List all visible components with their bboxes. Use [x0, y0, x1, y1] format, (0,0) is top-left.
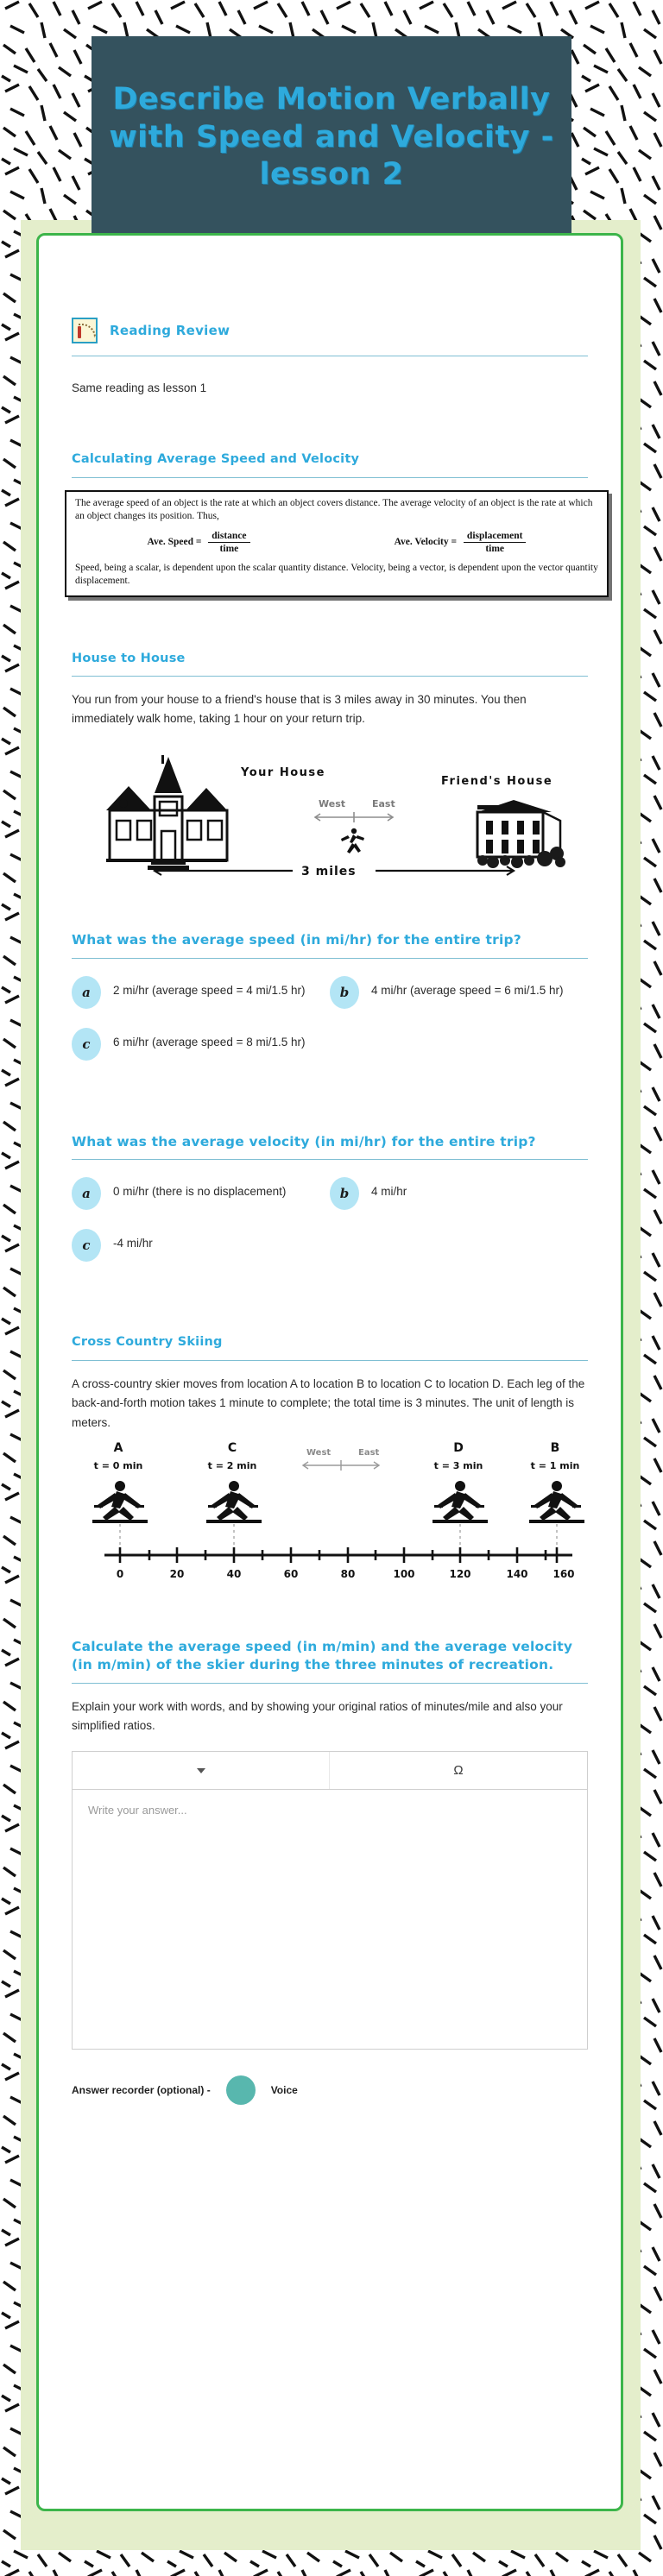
answer-options-list	[72, 1177, 588, 1281]
svg-text:100: 100	[393, 1567, 415, 1580]
voice-record-button[interactable]	[226, 2075, 256, 2105]
formula-equations-row	[75, 531, 598, 554]
section-title-cross-country: Cross Country Skiing	[72, 1335, 223, 1350]
skier-icon-b	[529, 1481, 584, 1523]
special-character-button[interactable]	[330, 1752, 587, 1789]
svg-text:East: East	[372, 797, 395, 809]
skier-icon-d	[433, 1481, 488, 1523]
svg-text:t = 2 min: t = 2 min	[207, 1459, 257, 1471]
omega-icon: Ω	[453, 1763, 464, 1779]
option-text: 6 mi/hr (average speed = 8 mi/1.5 hr)	[113, 1035, 306, 1049]
section-title-house-to-house: House to House	[72, 651, 186, 665]
page-title: Describe Motion Verbally with Speed and Velocity -lesson 2	[109, 81, 554, 192]
cross-country-body: A cross-country skier moves from location A to location B to location C to location D. Each leg of the back-and-forth motion takes 1 minute to complete; the total time is 3 minutes. The unit of length is meters.	[72, 1377, 585, 1429]
formula-intro-text: The average speed of an object is the rate at which an object covers distance. The average velocity of an object is the rate at which an object changes its position. Thus,	[75, 497, 593, 521]
average-velocity-denominator: time	[485, 544, 505, 555]
svg-text:East: East	[358, 1447, 380, 1458]
free-response-prompt: Calculate the average speed (in m/min) and the average velocity (in m/min) of the skier during the three minutes of recreation.	[72, 1638, 573, 1672]
average-velocity-label: Ave. Velocity =	[394, 537, 458, 548]
editor-toolbar	[73, 1752, 587, 1790]
section-rule	[72, 1159, 588, 1160]
option-key-bubble[interactable]: b	[330, 1177, 359, 1210]
average-speed-denominator: time	[219, 544, 239, 555]
reading-review-header	[39, 236, 621, 343]
option-text: -4 mi/hr	[113, 1237, 153, 1250]
option-text: 0 mi/hr (there is no displacement)	[113, 1185, 287, 1199]
section-rule	[72, 1360, 588, 1361]
average-velocity-equation	[395, 531, 527, 554]
answer-option-b[interactable]	[330, 976, 588, 1009]
lesson-header-banner	[92, 36, 571, 239]
section-title-calculating: Calculating Average Speed and Velocity	[72, 452, 360, 467]
answer-option-b[interactable]	[330, 1177, 588, 1210]
friends-house-illustration	[477, 800, 565, 868]
answer-option-c[interactable]	[72, 1229, 330, 1262]
svg-text:3 miles: 3 miles	[301, 864, 357, 878]
answer-textarea[interactable]: Write your answer...	[88, 1804, 187, 1817]
section-house-to-house	[72, 651, 588, 878]
chevron-down-icon	[197, 1768, 205, 1773]
question-average-velocity	[72, 1133, 588, 1282]
svg-text:t = 0 min: t = 0 min	[93, 1459, 143, 1471]
section-calculating-average	[72, 451, 598, 596]
svg-text:40: 40	[226, 1567, 242, 1580]
answer-option-a[interactable]	[72, 1177, 330, 1210]
reading-chart-icon	[72, 318, 98, 343]
formula-footnote-text: Speed, being a scalar, is dependent upon the scalar quantity distance. Velocity, being a vector, is dependent upon the vector quantity displacement.	[75, 563, 598, 587]
average-speed-fraction	[208, 531, 249, 554]
average-speed-equation	[148, 531, 250, 554]
answer-recorder-row	[72, 2075, 588, 2110]
svg-text:140: 140	[506, 1567, 528, 1580]
option-key-bubble[interactable]: b	[330, 976, 359, 1009]
svg-text:160: 160	[552, 1567, 575, 1580]
question-prompt: What was the average velocity (in mi/hr) for the entire trip?	[72, 1133, 536, 1149]
answer-option-c[interactable]	[72, 1028, 330, 1061]
section-rule	[72, 477, 588, 478]
formula-box-wrapper	[65, 490, 609, 597]
answer-options-list	[72, 976, 588, 1080]
option-key-bubble[interactable]: a	[72, 1177, 101, 1210]
style-dropdown-button[interactable]	[73, 1752, 330, 1789]
section-rule	[72, 958, 588, 959]
svg-text:West: West	[306, 1447, 332, 1458]
svg-text:West: West	[319, 797, 346, 809]
svg-text:t = 1 min: t = 1 min	[530, 1459, 580, 1471]
option-key-bubble[interactable]: c	[72, 1028, 101, 1061]
svg-text:0: 0	[116, 1567, 124, 1580]
average-speed-label: Ave. Speed =	[147, 537, 202, 548]
section-rule	[72, 676, 588, 677]
section-rule	[72, 1683, 588, 1684]
voice-label: Voice	[270, 2084, 298, 2097]
svg-text:80: 80	[340, 1567, 356, 1580]
option-key-bubble[interactable]: a	[72, 976, 101, 1009]
section-free-response	[72, 1638, 588, 2110]
svg-text:C: C	[227, 1440, 237, 1455]
reading-review-label: Reading Review	[110, 323, 230, 338]
svg-text:B: B	[550, 1440, 560, 1455]
svg-text:Your House: Your House	[241, 765, 325, 779]
reading-review-body: Same reading as lesson 1	[72, 381, 207, 394]
svg-text:60: 60	[283, 1567, 299, 1580]
average-velocity-fraction	[464, 531, 527, 554]
skier-icon-a	[92, 1481, 148, 1523]
average-velocity-numerator: displacement	[464, 531, 527, 543]
svg-text:t = 3 min: t = 3 min	[433, 1459, 483, 1471]
your-house-illustration	[106, 755, 227, 870]
svg-text:A: A	[113, 1440, 123, 1455]
answer-option-a[interactable]	[72, 976, 330, 1009]
section-cross-country-skiing	[72, 1334, 588, 1584]
question-prompt: What was the average speed (in mi/hr) for the entire trip?	[72, 931, 521, 948]
house-to-house-diagram	[72, 748, 588, 878]
option-text: 2 mi/hr (average speed = 4 mi/1.5 hr)	[113, 983, 306, 997]
question-average-speed	[72, 931, 588, 1080]
house-to-house-body: You run from your house to a friend's house that is 3 miles away in 30 minutes. You then immediately walk home, taking 1 hour on your return trip.	[72, 693, 527, 726]
svg-text:120: 120	[449, 1567, 471, 1580]
svg-text:Friend's House: Friend's House	[441, 774, 553, 788]
number-line-axis	[104, 1547, 575, 1580]
skier-icon-c	[206, 1481, 262, 1523]
rich-text-editor[interactable]	[72, 1751, 588, 2050]
average-speed-numerator: distance	[208, 531, 249, 543]
speed-velocity-formula-box	[65, 490, 609, 597]
free-response-instructions: Explain your work with words, and by showing your original ratios of minutes/mile and also your simplified ratios.	[72, 1699, 563, 1732]
option-text: 4 mi/hr (average speed = 6 mi/1.5 hr)	[371, 983, 564, 997]
svg-text:D: D	[453, 1440, 464, 1455]
skier-number-line-diagram	[72, 1438, 588, 1584]
worksheet-card	[36, 233, 623, 2511]
option-text: 4 mi/hr	[371, 1185, 407, 1199]
svg-text:20: 20	[169, 1567, 185, 1580]
option-key-bubble[interactable]: c	[72, 1229, 101, 1262]
runner-icon	[341, 828, 364, 853]
answer-recorder-label: Answer recorder (optional) -	[72, 2084, 211, 2097]
